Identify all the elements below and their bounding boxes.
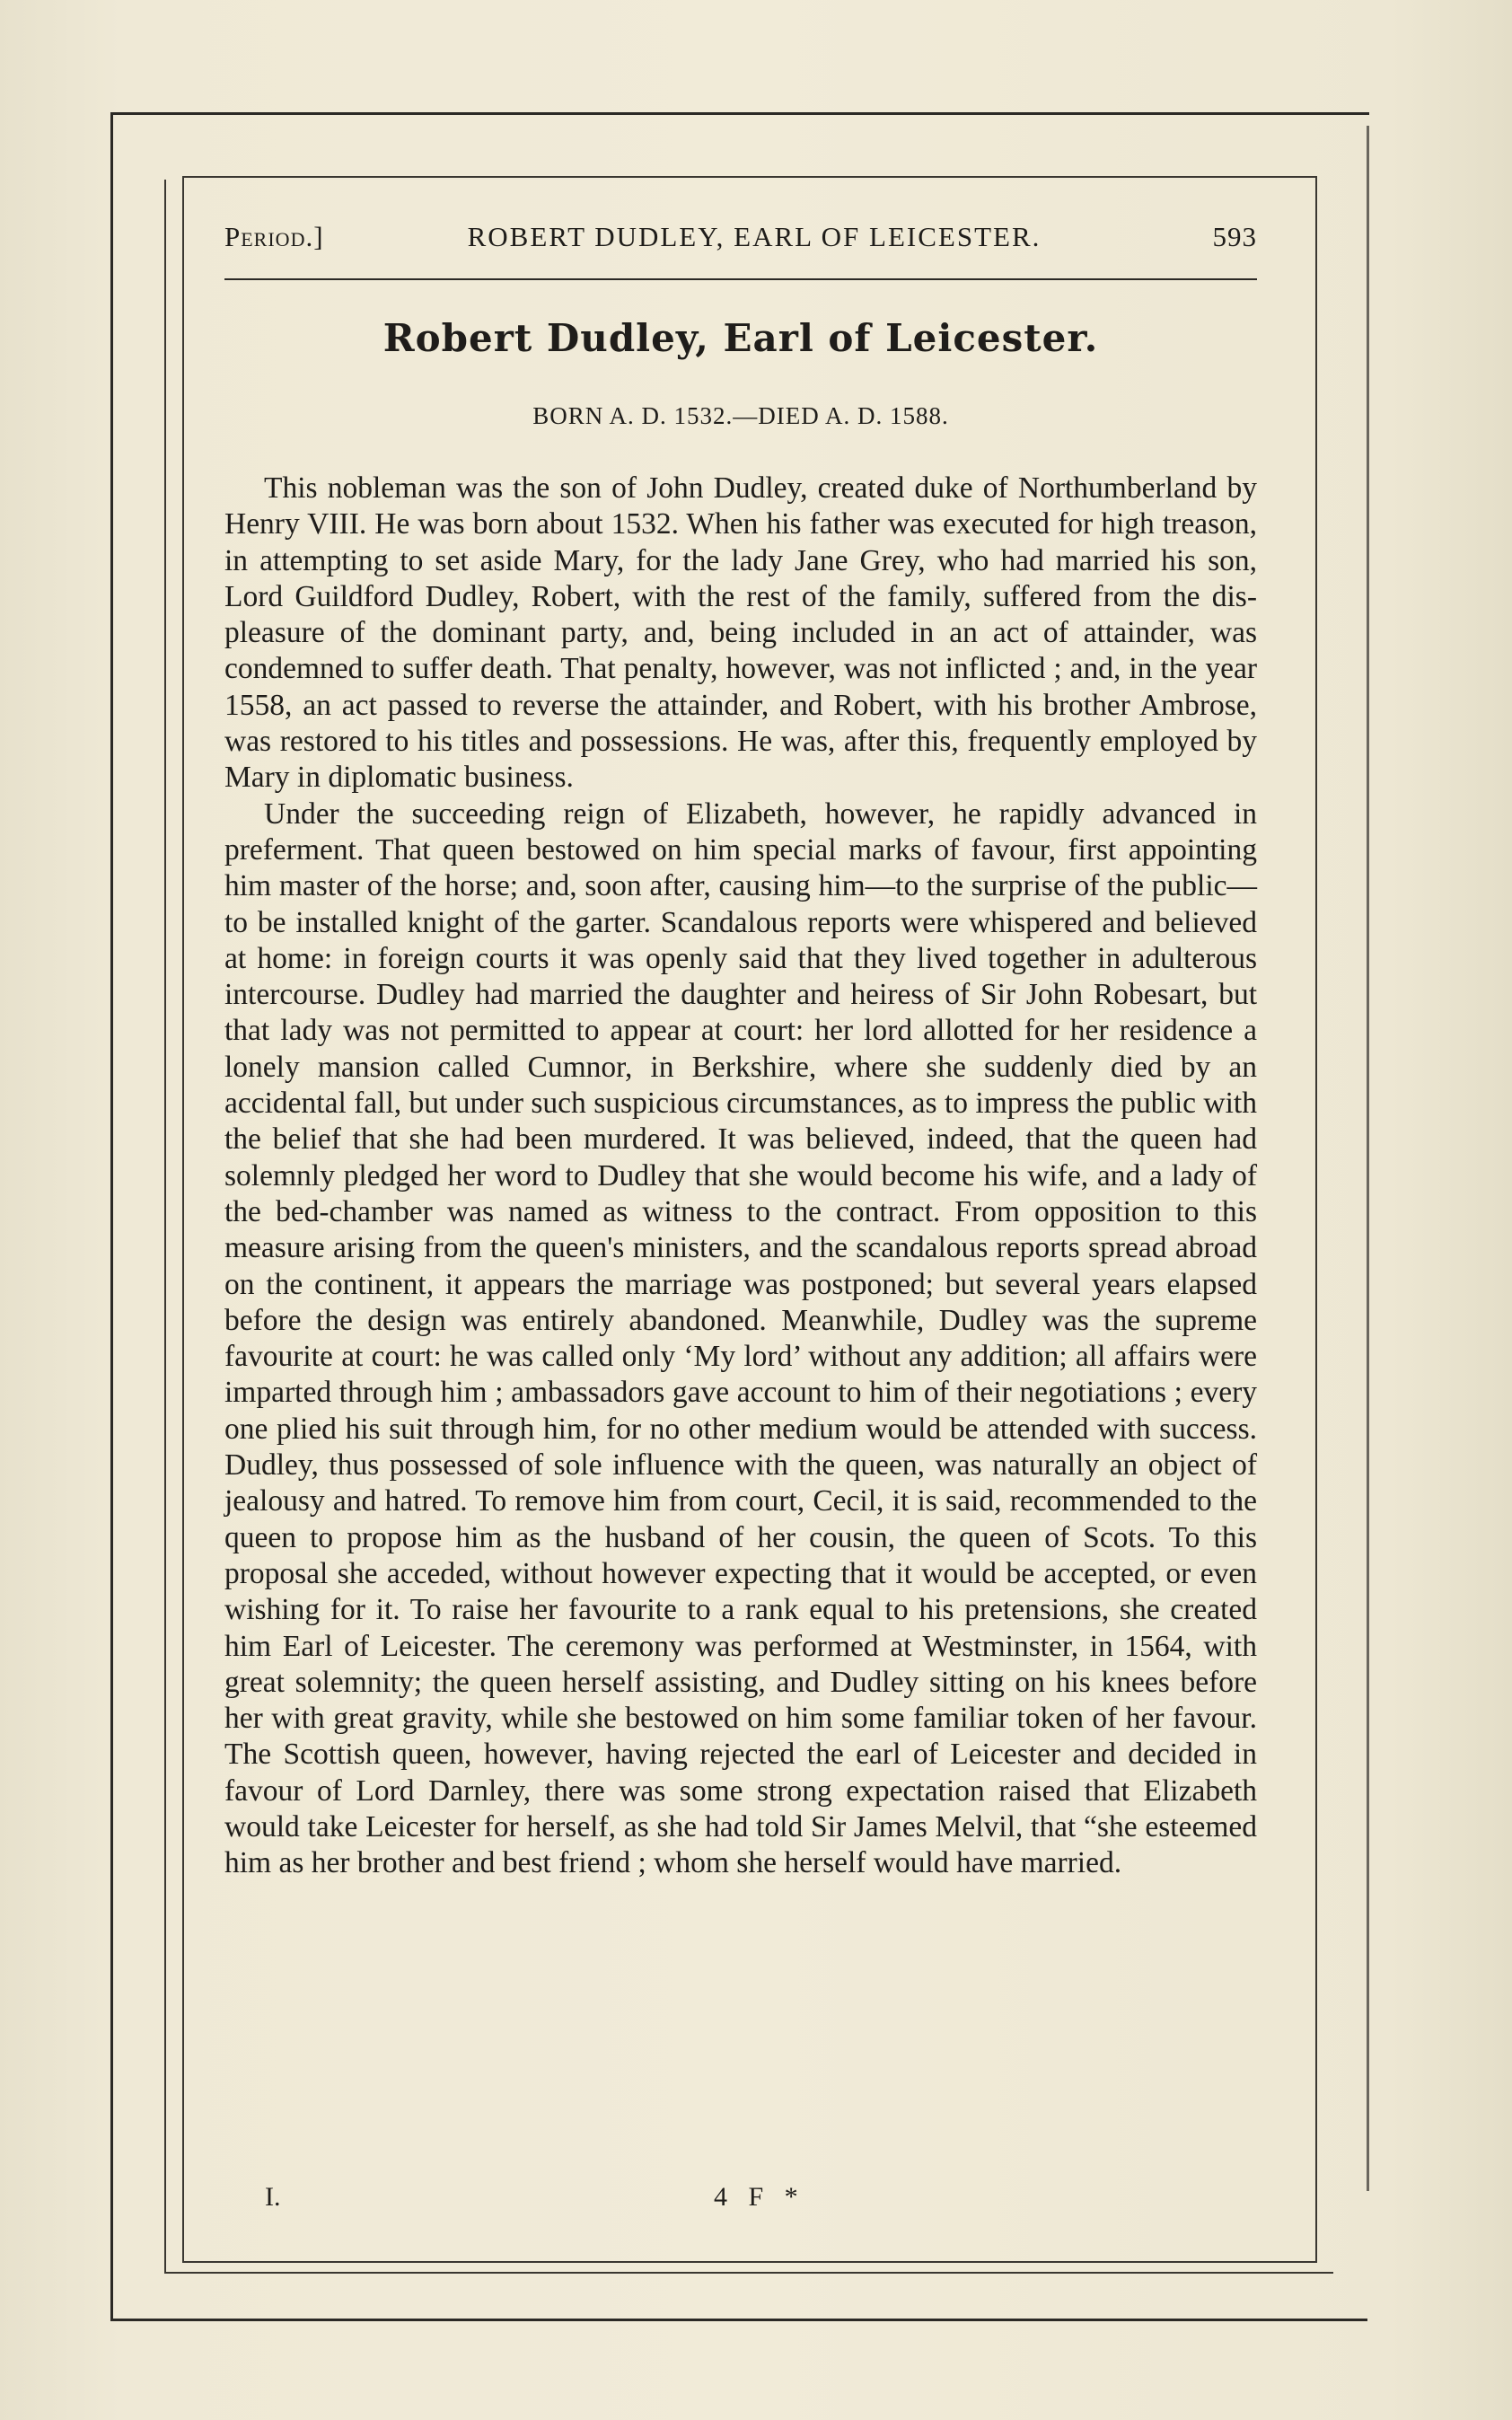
header-running-title: ROBERT DUDLEY, EARL OF LEICESTER. [467,221,1042,252]
frame-top-rule [112,112,1369,115]
page-number: 593 [1212,221,1257,252]
volume-number: I. [265,2182,281,2212]
header-period: Period.] [224,221,324,252]
frame-left-rule [110,112,113,2321]
paragraph-1: This nobleman was the son of John Dudley, created duke of Northumberland by Henry VIII. He was born about 1532. When his father was executed for high treason, in attempting to set aside Mary, for the lady Jane Grey, who had married his son, Lord Guildford Dudley, Robert, with the rest of the family, suffered from the displeasure of the dominant party, and, being included in an act of attainder, was condemned to suffer death. That penalty, however, was not inflicted ; and, in the year 1558, an act passed to reverse the attainder, and Robert, with his brother Ambrose, was restored to his titles and possessions. He was, after this, frequently employed by Mary in diplomatic business. [224,471,1257,795]
frame-right-rule [1367,126,1369,2191]
life-dates: BORN A. D. 1532.—DIED A. D. 1588. [532,402,949,429]
article-title: Robert Dudley, Earl of Leicester. [382,316,1099,360]
signature-mark: 4 F * [714,2182,805,2212]
page-footer [265,2182,983,2218]
header-rule [224,278,1257,280]
frame-bottom-rule [110,2319,1367,2321]
paragraph-2: Under the succeeding reign of Elizabeth, however, he rapidly advanced in preferment. That queen bestowed on him special marks of favour, first appointing him master of the horse; and, soon after, causing him—to the surprise of the public—to be installed knight of the garter. Scandalous reports were whispered and believed at home: in foreign courts it was openly said that they lived together in adulterous intercourse. Dudley had married the daughter and heiress of Sir John Robesart, but that lady was not permitted to appear at court: her lord allotted for her residence a lonely mansion called Cumnor, in Berkshire, where she suddenly died by an accidental fall, but under such suspicious circumstances, as to impress the public with the belief that she had been murdered. It was believed, indeed, that the queen had solemnly pledged her word to Dudley that she would become his wife, and a lady of the bed-chamber was named as witness to the contract. From opposition to this measure arising from the queen's ministers, and the scandalous reports spread abroad on the continent, it appears the marriage was postponed; but several years elapsed before the design was entirely abandoned. Meanwhile, Dudley was the supreme favourite at court: he was called only ‘My lord’ without any addition; all affairs were imparted through him ; ambassadors gave account to him of their negotiations ; every one plied his suit through him, for no other medium would be attended with success. Dudley, thus possessed of sole influence with the queen, was naturally an object of jealousy and hatred. To remove him from court, Cecil, it is said, recommended to the queen to propose him as the husband of her cousin, the queen of Scots. To this proposal she acceded, without however expecting that it would be accepted, or even wishing for it. To raise her favourite to a rank equal to his pretensions, she created him Earl of Leicester. The ceremony was performed at Westminster, in 1564, with great solemnity; the queen herself assisting, and Dudley sitting on his knees before her with great gravity, while she bestowed on him some familiar token of her favour. The Scottish queen, however, having rejected the earl of Leicester and decided in favour of Lord Darnley, there was some strong expectation raised that Elizabeth would take Leicester for herself, as she had told Sir James Melvil, that “she esteemed him as her brother and best friend ; whom she herself would have married. [224,796,1257,1880]
running-header [224,221,1257,260]
body-text [224,471,1257,1882]
